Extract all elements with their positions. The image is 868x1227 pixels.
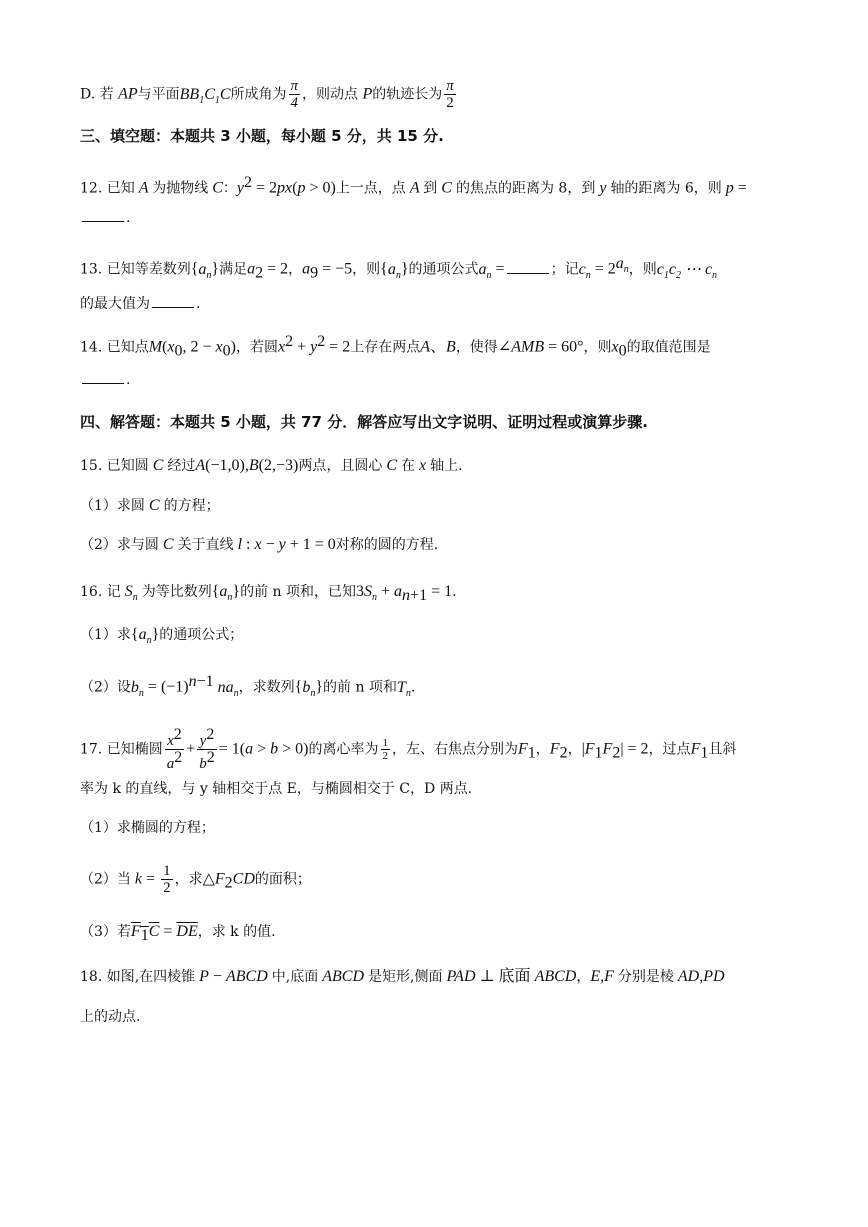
- question-15: 15. 已知圆 C 经过A(−1,0),B(2,−3)两点，且圆心 C 在 x 轴上.: [80, 457, 463, 474]
- question-17-part-3: （3）若$F_1C = \overline{DE}$，求 k 的值.: [80, 923, 276, 945]
- question-13-line2: 的最大值为 .: [80, 292, 808, 316]
- section-4-title: 四、解答题：本题共 5 小题，共 77 分．解答应写出文字说明、证明过程或演算步骤.: [80, 413, 648, 431]
- question-16: 16. 记 $S_n$ 为等比数列$\{a_n\}$的前 n 项和，已知$3S_n + a_{n+1} = 1$.: [80, 583, 457, 604]
- question-16-part-2: （2）设$b_n = (-1)^{n-1}$ $na_n$，求数列$\{b_n\}$的前 n 项和$T_n$.: [80, 673, 416, 699]
- question-17-part-1: （1）求椭圆的方程；: [80, 820, 215, 836]
- option-d: D. 若 AP与平面$BB_1C_1C$所成角为 $\frac{\pi}{4}$ ，则动点 P的轨迹长为 $\frac{\pi}{2}$: [80, 78, 454, 111]
- answer-blank[interactable]: [507, 259, 549, 274]
- question-13: 13. 已知等差数列$\{a_n\}$满足$a_2 = 2$，$a_9 = -5$，则$\{a_n\}$的通项公式$a_n$ = ；记$c_n = 2^{a_n}$，则$c_1c_2$ ⋯ $c_n$: [80, 255, 718, 282]
- question-18-line2: 上的动点.: [80, 1009, 141, 1025]
- answer-blank[interactable]: [82, 207, 124, 222]
- question-14-blank: .: [80, 368, 808, 392]
- answer-blank[interactable]: [82, 369, 124, 384]
- question-14: 14. 已知点$M(x_0$, $2 - x_0$)，若圆$x^2 + y^2 = 2$上存在两点A、B，使得∠AMB = 60°，则$x_0$的取值范围是: [80, 333, 711, 360]
- question-17: 17. 已知椭圆 $\frac{x^2}{a^2}$ + $\frac{y^2}{b^2}$ = 1(a > b > 0)的离心率为 $\frac{1}{2}$ ，左、右焦点分别为$F_1$，$F_2$，$|F_1F_2| = 2$，过点$F_1$且斜: [80, 726, 737, 772]
- question-16-part-1: （1）求$\{a_n\}$的通项公式；: [80, 626, 244, 647]
- question-15-part-2: （2）求与圆 C 关于直线 l : x − y + 1 = 0对称的圆的方程.: [80, 536, 439, 553]
- question-17-part-2: （2）当 k = $\frac{1}{2}$ ，求$\triangle F_2CD$的面积；: [80, 863, 311, 896]
- question-15-part-1: （1）求圆 C 的方程；: [80, 497, 220, 514]
- question-12-blank: .: [80, 206, 808, 230]
- question-12: 12. 已知 A 为抛物线 C：$y^2 = 2px(p > 0)$上一点，点 A 到 C 的焦点的距离为 8，到 y 轴的距离为 6，则 p =: [80, 174, 747, 197]
- section-3-title: 三、填空题：本题共 3 小题，每小题 5 分，共 15 分.: [80, 127, 444, 145]
- question-18: 18. 如图,在四棱锥 P − ABCD 中,底面 ABCD 是矩形,侧面 PAD ⊥ 底面 ABCD，E,F 分别是棱 AD,PD: [80, 968, 725, 985]
- answer-blank[interactable]: [152, 293, 194, 308]
- question-17-line2: 率为 k 的直线，与 y 轴相交于点 E，与椭圆相交于 C，D 两点.: [80, 781, 473, 797]
